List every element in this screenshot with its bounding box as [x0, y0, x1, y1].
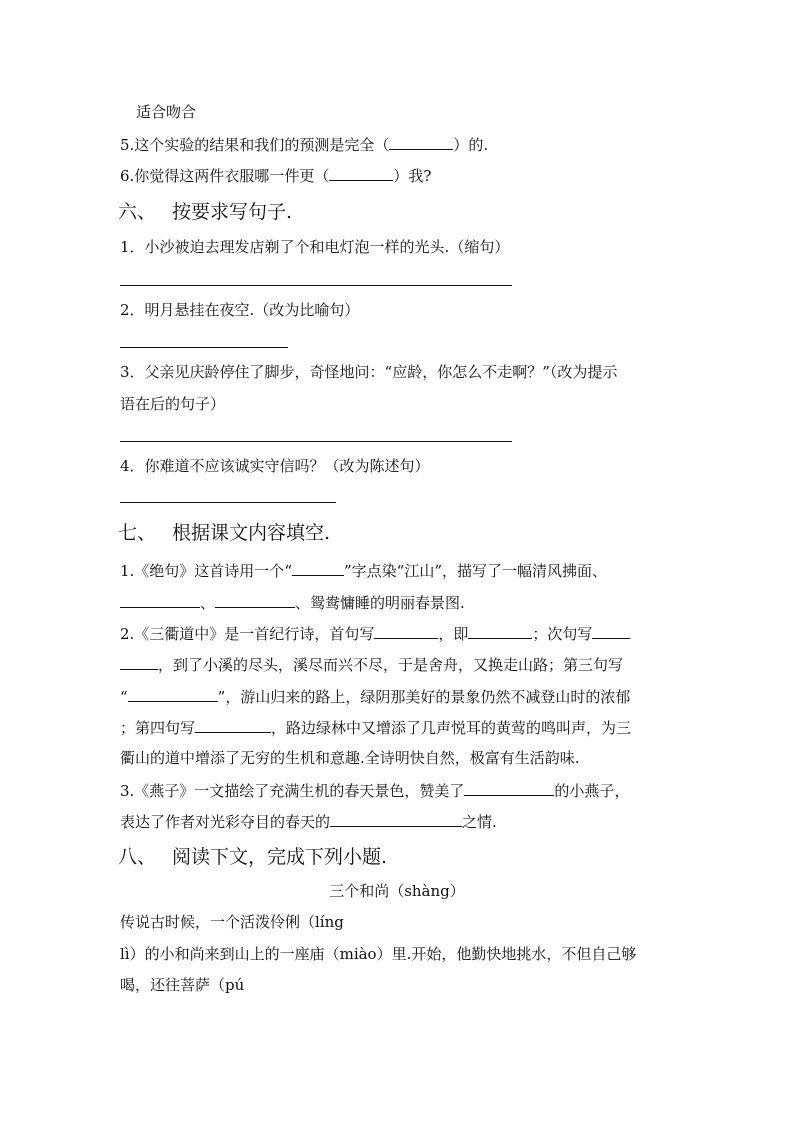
section-7-question-2-cont-1: ，到了小溪的尽头，溪尽而兴不尽，于是舍舟，又换走山路；第三句写: [120, 654, 623, 675]
answer-line[interactable]: [120, 502, 336, 503]
answer-blank[interactable]: [195, 717, 271, 733]
section-7-heading: 七、 根据课文内容填空.: [118, 522, 331, 544]
section-7-question-1: 1.《绝句》这首诗用一个“ ”字点染“江山”，描写了一幅清风拂面、: [120, 562, 607, 580]
answer-line[interactable]: [120, 285, 512, 286]
answer-blank[interactable]: [329, 165, 393, 181]
section-7-question-2-cont-4: 衢山的道中增添了无穷的生机和意趣.全诗明快自然，极富有生活韵味.: [120, 749, 580, 767]
section-6-question-1: 1．小沙被迫去理发店剃了个和电灯泡一样的光头.（缩句）: [120, 238, 510, 256]
answer-blank[interactable]: [464, 780, 554, 796]
passage-title: 三个和尚（shàng）: [329, 882, 465, 900]
passage-line-2: lì）的小和尚来到山上的一座庙（miào）里.开始，他勤快地挑水，不但自己够: [120, 945, 637, 963]
answer-blank[interactable]: [330, 811, 462, 827]
section-6-question-3-cont: 语在后的句子）: [120, 395, 226, 413]
answer-blank[interactable]: [374, 623, 438, 639]
answer-blank[interactable]: [128, 686, 218, 702]
section-7-question-2-cont-3: ；第四句写 ，路边绿林中又增添了几声悦耳的黄莺的鸣叫声，为三: [120, 719, 632, 737]
answer-line[interactable]: [120, 347, 288, 348]
answer-blank[interactable]: [292, 560, 344, 576]
question-5-2: 6.你觉得这两件衣服哪一件更（ ）我?: [120, 167, 432, 185]
passage-line-3: 喝，还往菩萨（pú: [120, 976, 245, 994]
answer-blank[interactable]: [215, 592, 295, 608]
answer-blank[interactable]: [120, 592, 200, 608]
section-7-question-3: 3.《燕子》一文描绘了充满生机的春天景色，赞美了 的小燕子，: [120, 782, 630, 800]
section-8-heading: 八、 阅读下文，完成下列小题.: [118, 846, 388, 868]
section-6-question-3: 3．父亲见庆龄停住了脚步，奇怪地问：“应龄，你怎么不走啊？”（改为提示: [120, 363, 618, 381]
answer-line[interactable]: [120, 441, 512, 442]
section-7-question-2-cont-2: “ ”，游山归来的路上，绿阴那美好的景象仍然不减登山时的浓郁: [120, 688, 631, 706]
question-5-1: 5.这个实验的结果和我们的预测是完全（ ）的.: [120, 136, 489, 154]
answer-blank[interactable]: [468, 623, 532, 639]
word-bank-carryover: 适合吻合: [136, 103, 197, 121]
section-6-heading: 六、 按要求写句子.: [118, 201, 293, 223]
section-7-question-1-cont: 、 、鸳鸯慵睡的明丽春景图.: [120, 592, 465, 613]
section-7-question-3-cont: 表达了作者对光彩夺目的春天的 之情.: [120, 813, 497, 831]
passage-line-1: 传说古时候，一个活泼伶俐（líng: [120, 913, 344, 931]
section-6-question-2: 2．明月悬挂在夜空.（改为比喻句）: [120, 301, 360, 319]
section-7-question-2: 2.《三衢道中》是一首纪行诗，首句写 ，即 ；次句写: [120, 623, 630, 644]
answer-blank[interactable]: [389, 134, 453, 150]
answer-blank[interactable]: [120, 654, 158, 670]
answer-blank[interactable]: [592, 623, 630, 639]
section-6-question-4: 4．你难道不应该诚实守信吗？（改为陈述句）: [120, 457, 430, 475]
